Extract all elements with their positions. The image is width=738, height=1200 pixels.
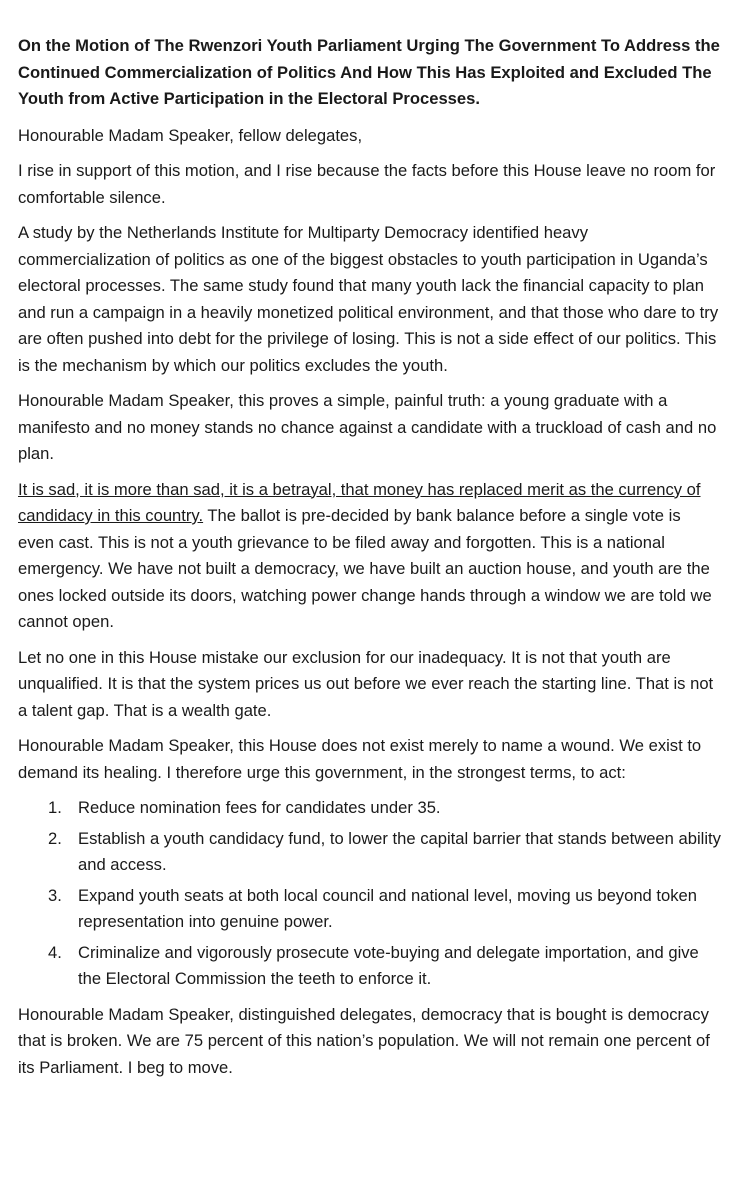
list-number: 1. xyxy=(48,798,62,817)
list-number: 4. xyxy=(48,942,62,962)
salutation: Honourable Madam Speaker, fellow delegates, xyxy=(18,125,363,145)
paragraph-closing: Honourable Madam Speaker, distinguished delegates, democracy that is bought is democracy that is broken. We are 75 percent of this nation’s population. We will not remain one percent of its Parliament. I beg to move. xyxy=(18,1004,710,1077)
list-text: Establish a youth candidacy fund, to lower the capital barrier that stands between ability and access. xyxy=(78,828,721,874)
betrayal-rest: The ballot is pre-decided by bank balance before a single vote is even cast. This is not a youth grievance to be filed away and forgotten. This is a national emergency. We have not built a democracy, we have built an auction house, and youth are the ones locked outside its doors, watching power change hands through a window we are told we cannot open. xyxy=(18,506,712,631)
list-text: Expand youth seats at both local council and national level, moving us beyond token representation into genuine power. xyxy=(78,885,697,931)
list-item xyxy=(18,883,721,936)
paragraph-study: A study by the Netherlands Institute for Multiparty Democracy identified heavy commercialization of politics as one of the biggest obstacles to youth participation in Uganda’s electoral processes. The same study found that many youth lack the financial capacity to plan and run a campaign in a heavily monetized political environment, and that those who dare to try are often pushed into debt for the privilege of losing. This is not a side effect of our politics. This is the mechanism by which our politics excludes the youth. xyxy=(18,223,719,375)
list-text: Reduce nomination fees for candidates under 35. xyxy=(78,798,441,817)
list-item xyxy=(18,795,721,822)
list-number: 2. xyxy=(48,828,62,848)
underlined-statement: It is sad, it is more than sad, it is a betrayal, that money has replaced merit as the currency of candidacy in this country. xyxy=(18,479,701,525)
paragraph-painful-truth: Honourable Madam Speaker, this proves a simple, painful truth: a young graduate with a manifesto and no money stands no chance against a candidate with a truckload of cash and no plan. xyxy=(18,391,717,463)
list-item xyxy=(18,826,721,879)
paragraph-urge: Honourable Madam Speaker, this House does not exist merely to name a wound. We exist to demand its healing. I therefore urge this government, in the strongest terms, to act: xyxy=(18,736,702,782)
list-text: Criminalize and vigorously prosecute vote-buying and delegate importation, and give the Electoral Commission the teeth to enforce it. xyxy=(78,942,699,988)
paragraph-wealth-gate: Let no one in this House mistake our exclusion for our inadequacy. It is not that youth are unqualified. It is that the system prices us out before we ever reach the starting line. That is not a talent gap. That is a wealth gate. xyxy=(18,647,714,720)
list-number: 3. xyxy=(48,885,62,905)
list-item xyxy=(18,940,721,993)
paragraph-support: I rise in support of this motion, and I rise because the facts before this House leave no room for comfortable silence. xyxy=(18,161,716,207)
demands-list xyxy=(18,795,721,993)
motion-title: On the Motion of The Rwenzori Youth Parliament Urging The Government To Address the Continued Commercialization of Politics And How This Has Exploited and Excluded The Youth from Active Participation in the Electoral Processes. xyxy=(18,36,720,108)
paragraph-betrayal xyxy=(18,477,721,636)
